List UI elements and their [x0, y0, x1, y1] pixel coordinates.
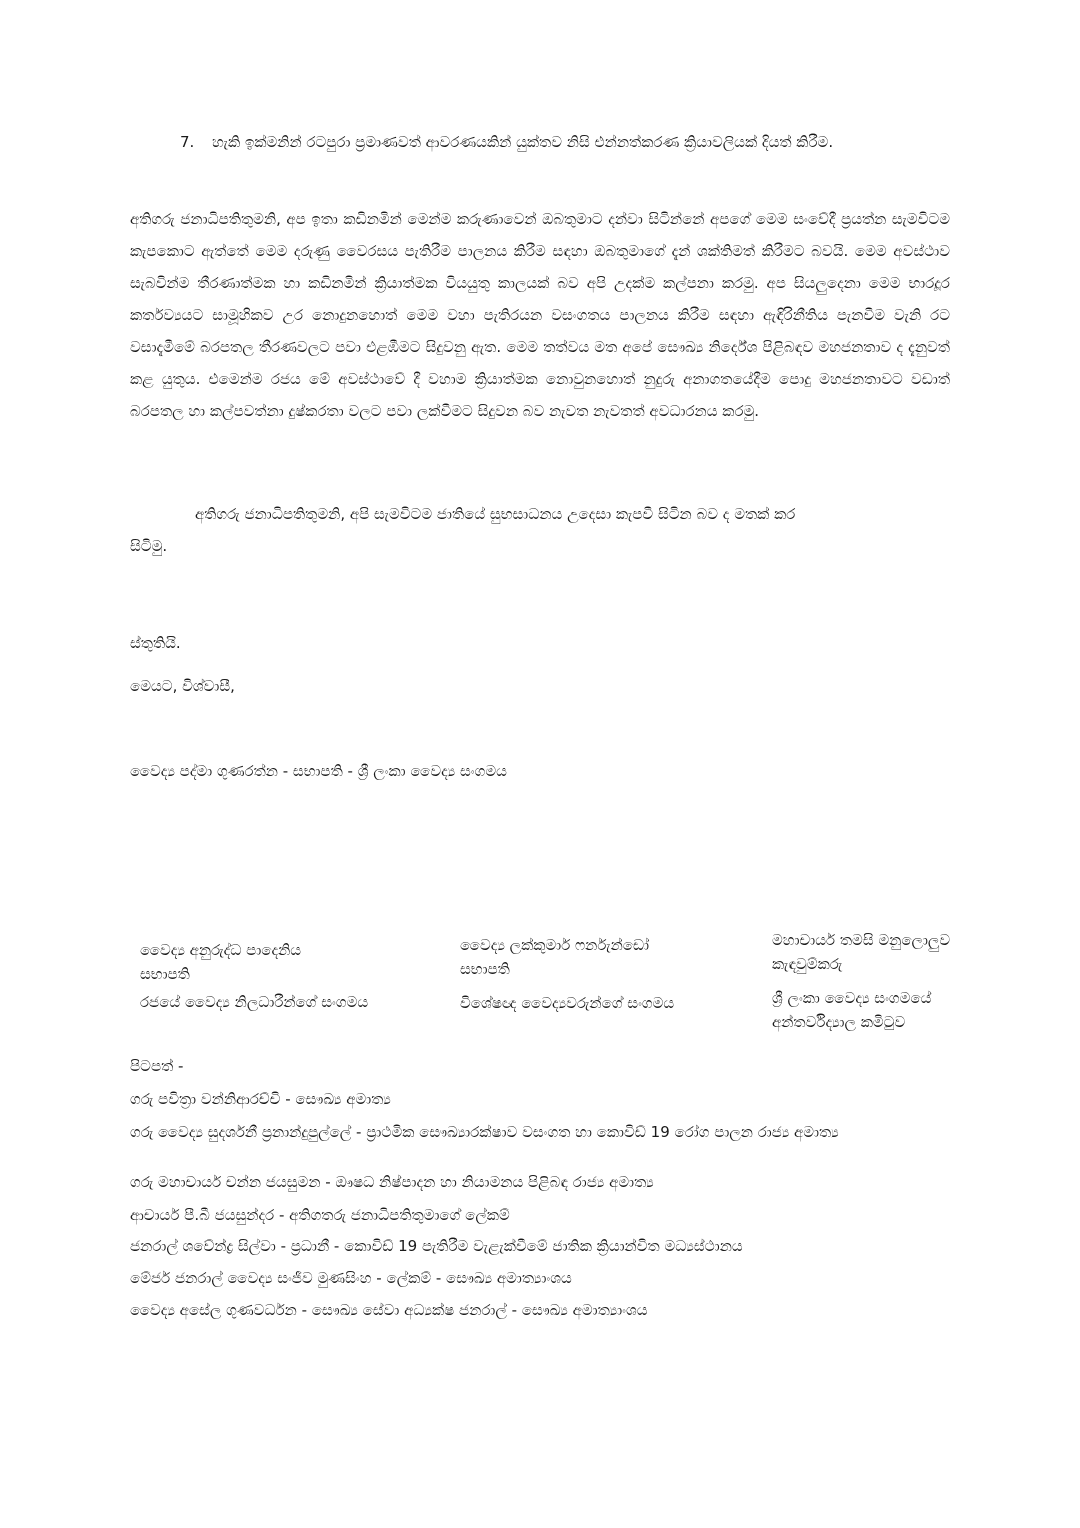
cc-item-1: ගරු පවිත්‍රා වන්නිආරච්චි - සෞඛ්‍ය අමාත්‍ය — [130, 1090, 391, 1108]
cc-item-6: මේජර් ජනරාල් වෛද්‍ය සංජීව මුණසිංහ - ලේකම් - සෞඛ්‍ය අමාත්‍යාංශය — [130, 1269, 572, 1287]
list-item-7 — [180, 127, 950, 157]
closing-sign-off: මෙයට, විශ්වාසී, — [130, 677, 235, 695]
signatory-3-org-line1: ශ්‍රී ලංකා වෛද්‍ය සංගමයේ — [772, 989, 932, 1007]
body-paragraph-1: අතිගරු ජනාධිපතිතුමනි, අප ඉතා කඩිනමින් මෙන්ම කරුණාවෙන් ඔබතුමාට දන්වා සිටින්නේ අපගේ මෙම සංවේදී ප්‍රයත්න සැමවිටම කැපකොට ඇත්තේ මෙම දරුණු වෛරසය පැතිරීම පාලනය කිරීම සඳහා ඔබතුමාගේ දැන් ශක්තිමත් කිරීමට බවයි. මෙම අවස්ථාව සැබවින්ම තීරණාත්මක හා කඩිනමින් ක්‍රියාත්මක වියයුතු කාලයක් බව අපි උදක්ම කල්පනා කරමු. අප සියලුදෙනා මෙම භාරදූර කර්තව්‍යයට සාමූහිකව උර නොදුනහොත් මෙම වහා පැතිරයන වසංගතය පාලනය කිරීම සඳහා ඇඳිරිනීතිය පැනවීම වැනි රට වසාදැමීමේ බරපතල තීරණවලට පවා එළඹීමට සිදුවනු ඇත. මෙම තත්වය මත අපේ සෞඛ්‍ය නිර්දේශ පිළිබඳව මහජනතාව ද දැනුවත් කළ යුතුය. එමෙන්ම රජය මේ අවස්ථාවේ දී වහාම ක්‍රියාත්මක නොවුනහොත් නුදුරු අනාගතයේදීම පොදු මහජනතාවට වඩාත් බරපතල හා කල්පවත්නා දුෂ්කරතා වලට පවා ලක්වීමට සිදුවන බව නැවත නැවතත් අවධාරනය කරමු. — [130, 210, 950, 420]
signatory-1-name: වෛද්‍ය අනුරුද්ධ පාදෙනිය — [140, 941, 302, 959]
cc-item-2: ගරු වෛද්‍ය සුදර්ශනී ප්‍රනාන්දුපුල්ලේ - ප්‍රාථමික සෞඛ්‍යාරක්ෂාව වසංගත හා කොවිඩ් 19 රෝග පාලන රාජ්‍ය අමාත්‍ය — [130, 1123, 839, 1141]
signatory-1 — [140, 938, 301, 986]
cc-item-7: වෛද්‍ය අසේල ගුණවර්ධන - සෞඛ්‍ය සේවා අධ්‍යක්ෂ ජනරාල් - සෞඛ්‍ය අමාත්‍යාංශය — [130, 1301, 648, 1319]
list-text: හැකි ඉක්මනින් රටපුරා ප්‍රමාණවත් ආවරණයකින් යුක්තව නිසි එන්නත්කරණ ක්‍රියාවලියක් දියත් කිරීම. — [212, 133, 834, 151]
signatory-1-org: රජයේ වෛද්‍ය නිලධාරීන්ගේ සංගමය — [140, 993, 369, 1011]
main-signatory: වෛද්‍ය පද්මා ගුණරත්න - සභාපති - ශ්‍රී ලංකා වෛද්‍ය සංගමය — [130, 762, 507, 780]
signatory-2-org: විශේෂඥ වෛද්‍යවරුන්ගේ සංගමය — [460, 994, 675, 1012]
signatory-3 — [772, 928, 950, 976]
signatory-3-org-line2: අන්තර්විද්‍යාල කමිටුව — [772, 1013, 906, 1031]
cc-item-4: ආචාර්ය පී.බී ජයසුන්දර - අතිගතරු ජනාධිපතිතුමාගේ ලේකම් — [130, 1206, 510, 1224]
signatory-3-name: මහාචාර්ය තමසි මනුලොලුව — [772, 931, 951, 949]
signatory-3-org — [772, 986, 931, 1034]
signatory-2-title: සභාපති — [460, 960, 510, 978]
signatory-2-name: වෛද්‍ය ලක්කුමාර් ෆර්නැන්ඩෝ — [460, 936, 650, 954]
cc-item-5: ජනරාල් ශවේන්ද්‍ර සිල්වා - ප්‍රධානී - කොවිඩ් 19 පැතිරීම වැළැක්වීමේ ජාතික ක්‍රියාන්විත මධ්‍යස්ථානය — [130, 1237, 743, 1255]
signatory-3-title: කැඳවුම්කරු — [772, 955, 843, 973]
list-number: 7. — [180, 133, 195, 151]
body-paragraph-2-line1: අතිගරු ජනාධිපතිතුමනි, අපි සැමවිටම ජාතියේ සුභසාධනය උදෙසා කැපවී සිටින බව ද මතක් කර — [195, 505, 796, 523]
body-paragraph-2-line2: සිටිමු. — [130, 537, 168, 555]
cc-item-3: ගරු මහාචාර්ය චන්න ජයසුමන - ඖෂධ නිෂ්පාදන හා නියාමනය පිළිබඳ රාජ්‍ය අමාත්‍ය — [130, 1173, 654, 1191]
signatory-2 — [460, 933, 649, 981]
cc-heading: පිටපත් - — [130, 1057, 184, 1075]
signatory-1-title: සභාපති — [140, 965, 190, 983]
closing-thanks: ස්තුතියි. — [130, 634, 181, 652]
